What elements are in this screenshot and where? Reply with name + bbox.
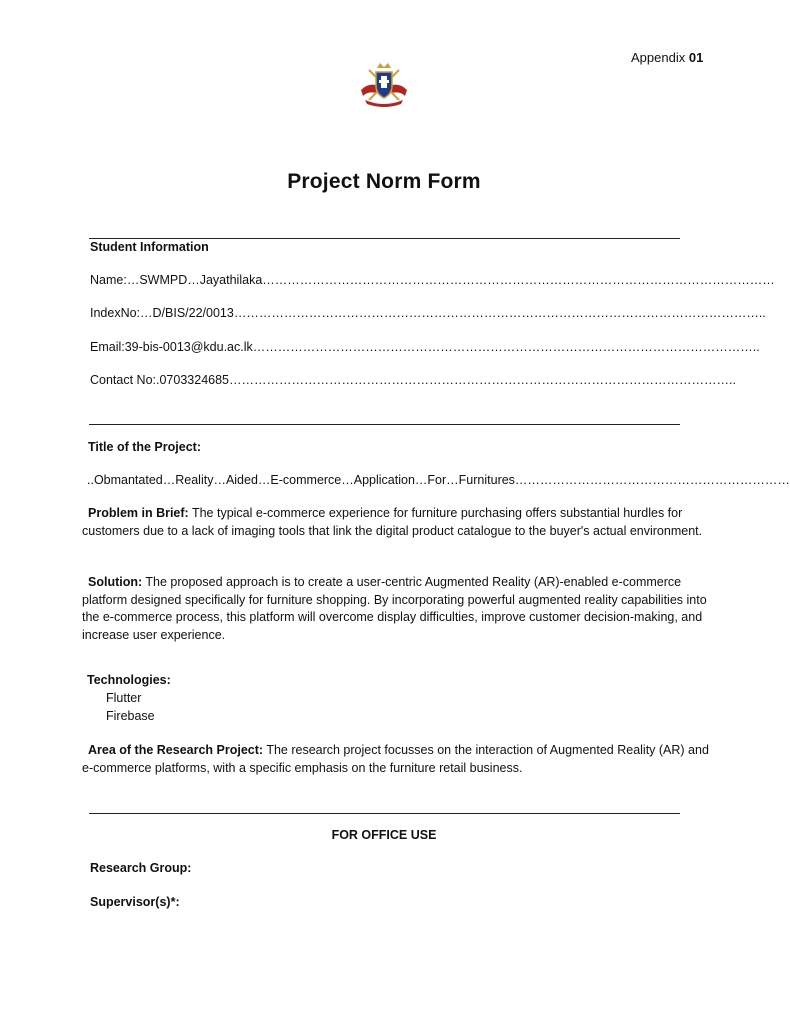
research-area-text: The research project focusses on the interaction of Augmented Reality (AR) and e-commerce platforms, with a specific emphasis on the furniture retail business. xyxy=(82,743,709,775)
project-title-line: ..Obmantated…Reality…Aided…E-commerce…Application…For…Furnitures………………………………………………………… xyxy=(87,473,790,487)
appendix-label xyxy=(631,50,703,65)
problem-in-brief xyxy=(82,505,717,540)
solution-text: The proposed approach is to create a user-centric Augmented Reality (AR)-enabled e-commerce platform designed specifically for furniture shopping. By incorporating powerful augmented reality capabilities into the e-commerce process, this platform will overcome display difficulties, improve customer decision-making, and increase user experience. xyxy=(82,575,707,642)
office-use-heading: FOR OFFICE USE xyxy=(331,828,437,842)
index-number-line: IndexNo:…D/BIS/22/0013……………………………………………………………………………………………………………….. xyxy=(90,306,766,320)
problem-label: Problem in Brief: xyxy=(88,506,189,520)
supervisor-label: Supervisor(s)*: xyxy=(90,895,180,909)
appendix-prefix: Appendix xyxy=(631,50,686,65)
project-title-heading: Title of the Project: xyxy=(88,440,201,454)
solution xyxy=(82,574,717,644)
problem-text: The typical e-commerce experience for furniture purchasing offers substantial hurdles for customers due to a lack of imaging tools that link the digital product catalogue to the buyer's actual environment. xyxy=(82,506,703,538)
divider xyxy=(89,238,680,239)
email-line: Email:39-bis-0013@kdu.ac.lk………………………………………………………………………………………………………….. xyxy=(90,340,760,354)
page-title: Project Norm Form xyxy=(287,170,481,193)
technology-item: Firebase xyxy=(106,709,155,723)
divider xyxy=(89,424,680,425)
divider xyxy=(89,813,680,814)
university-crest-icon xyxy=(357,60,411,108)
technologies-heading: Technologies: xyxy=(87,673,171,687)
research-area xyxy=(82,742,717,777)
student-name-line: Name:…SWMPD…Jayathilaka…………………………………………………………………………………………………………… xyxy=(90,273,775,287)
solution-label: Solution: xyxy=(88,575,143,589)
technology-item: Flutter xyxy=(106,691,142,705)
student-info-heading: Student Information xyxy=(90,240,209,254)
research-area-label: Area of the Research Project: xyxy=(88,743,264,757)
appendix-number: 01 xyxy=(688,50,704,65)
contact-number-line: Contact No:.0703324685………………………………………………………………………………………………………….. xyxy=(90,373,736,387)
research-group-label: Research Group: xyxy=(90,861,192,875)
